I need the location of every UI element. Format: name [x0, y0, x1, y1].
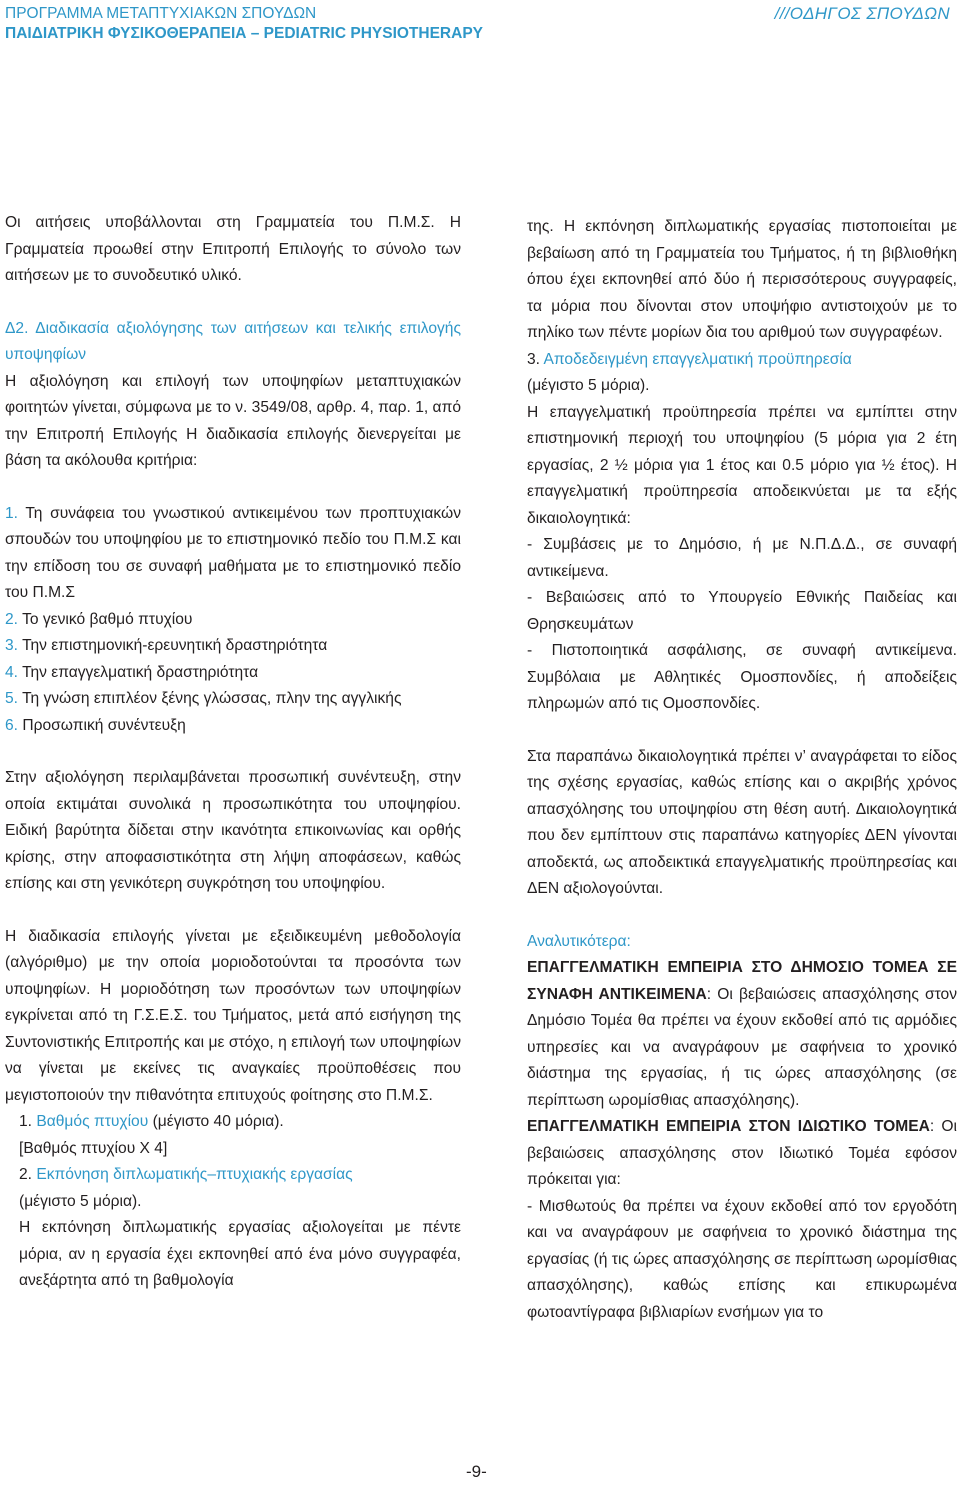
- public-sector-paragraph: [527, 955, 957, 1114]
- private-sector-text: : Οι βεβαιώσεις απασχόλησης στον Ιδιωτικό Τομέα εφόσον πρόκειται για:: [527, 1118, 957, 1188]
- thesis-continued-paragraph: της. Η εκπόνηση διπλωματικής εργασίας πιστοποιείται με βεβαίωση από τη Γραμματεία του Τμήματος, ή τη βιβλιοθήκη όπου έχει εκπονηθεί από δύο ή περισσότερους συγγραφείς, τα μόρια που δίνονται στον υποψήφιο αντιστοιχούν με το πηλίκο των πέντε μορίων δια του αριθμού των συγγραφέων.: [527, 218, 957, 341]
- public-sector-label: ΕΠΑΓΓΕΛΜΑΤΙΚΗ ΕΜΠΕΙΡΙΑ ΣΤΟ ΔΗΜΟΣΙΟ ΤΟΜΕΑ ΣΕ ΣΥΝΑΦΗ ΑΝΤΙΚΕΙΜΕΝΑ: [527, 959, 957, 1003]
- section-body: Η αξιολόγηση και επιλογή των υποψηφίων μεταπτυχιακών φοιτητών γίνεται, σύμφωνα με το ν. 3549/08, αρθρ. 4, παρ. 1, από την Επιτροπή Επιλογής Η διαδικασία επιλογής διενεργείται με βάση τα ακόλουθα κριτήρια:: [5, 372, 461, 469]
- scoring-number: 3.: [527, 350, 541, 368]
- criterion-1: [5, 501, 461, 607]
- criterion-number: 4.: [5, 663, 19, 681]
- criterion-number: 1.: [5, 504, 19, 522]
- criterion-number: 6.: [5, 716, 19, 734]
- scoring-text: (μέγιστο 40 μόρια).: [148, 1113, 284, 1130]
- intro-paragraph: Οι αιτήσεις υποβάλλονται στη Γραμματεία του Π.Μ.Σ. Η Γραμματεία προωθεί στην Επιτροπή Επιλογής το σύνολο των αιτήσεων με το συνοδευτικό υλικό.: [5, 214, 461, 284]
- document-item-1: - Συμβάσεις με το Δημόσιο, ή με Ν.Π.Δ.Δ., σε συναφή αντικείμενα.: [527, 536, 957, 580]
- criterion-number: 2.: [5, 610, 19, 628]
- program-title: ΠΡΟΓΡΑΜΜΑ ΜΕΤΑΠΤΥΧΙΑΚΩΝ ΣΠΟΥΔΩΝ: [5, 5, 317, 22]
- method-paragraph: Η διαδικασία επιλογής γίνεται με εξειδικευμένη μεθοδολογία (αλγόριθμο) με την οποία μοριοδοτούνται τα προσόντα των υποψηφίων. Η μοριοδότηση των προσόντων των υποψηφίων εγκρίνεται από τη Γ.Σ.Ε.Σ. του Τμήματος, μετά από εισήγηση της Συντονιστικής Επιτροπής και με στόχο, η επιλογή των υποψηφίων να γίνεται με εκείνες τις αναγκαίες προϋποθέσεις που μεγιστοποιούν την πιθανότητα επιτυχούς φοίτησης στο Π.Μ.Σ.: [5, 927, 461, 1104]
- header-program-block: [5, 4, 483, 44]
- private-sector-paragraph: [527, 1114, 957, 1194]
- scoring-item-2: [5, 1162, 461, 1189]
- criterion-5: [5, 686, 461, 713]
- left-column: [5, 210, 461, 1295]
- interview-paragraph: Στην αξιολόγηση περιλαμβάνεται προσωπική συνέντευξη, στην οποία εκτιμάται συνολικά η προσωπικότητα του υποψηφίου. Ειδική βαρύτητα δίδεται στην ικανότητα επικοινωνίας και ορθής κρίσης, στην αποφασιστικότητα στη λήψη αποφάσεων, καθώς επίσης και στη γενικότερη συγκρότηση του υποψηφίου.: [5, 769, 461, 892]
- criterion-text: Τη γνώση επιπλέον ξένης γλώσσας, πλην της αγγλικής: [18, 690, 402, 707]
- criterion-number: 5.: [5, 690, 19, 707]
- criterion-3: [5, 633, 461, 660]
- public-sector-text: : Οι βεβαιώσεις απασχόλησης στον Δημόσιο Τομέα θα πρέπει να έχουν εκδοθεί από τις αρμόδιες υπηρεσίες και να αναγράφουν με σαφήνεια το χρονικό διάστημα της εργασίας, ή τις ώρες απασχόλησης (σε περίπτωση ωρομίσθιας απασχόλησης).: [527, 985, 957, 1109]
- experience-paragraph: Η επαγγελματική προϋπηρεσία πρέπει να εμπίπτει στην επιστημονική περιοχή του υποψηφίου (5 μόρια για 2 έτη εργασίας, 2 ½ μόρια για 1 έτος και 0.5 μόριο για ½ έτος). Η επαγγελματική προϋπηρεσία αποδεικνύεται με τα εξής δικαιολογητικά:: [527, 403, 957, 527]
- study-guide-title: ///ΟΔΗΓΟΣ ΣΠΟΥΔΩΝ: [774, 4, 950, 23]
- scoring-text: (μέγιστο 5 μόρια).: [527, 377, 650, 394]
- thesis-paragraph: Η εκπόνηση διπλωματικής εργασίας αξιολογείται με πέντε μόρια, αν η εργασία έχει εκπονηθεί από ένα μόνο συγγραφέα, ανεξάρτητα από τη βαθμολογία: [19, 1219, 461, 1289]
- criterion-text: Το γενικό βαθμό πτυχίου: [18, 610, 193, 628]
- document-item-2: - Βεβαιώσεις από το Υπουργείο Εθνικής Παιδείας και Θρησκευμάτων: [527, 589, 957, 633]
- program-subtitle: ΠΑΙΔΙΑΤΡΙΚΗ ΦΥΣΙΚΟΘΕΡΑΠΕΙΑ – PEDIATRIC PHYSIOTHERAPY: [5, 25, 483, 42]
- scoring-label: Βαθμός πτυχίου: [32, 1113, 149, 1130]
- scoring-number: 1.: [19, 1113, 33, 1130]
- criterion-text: Τη συνάφεια του γνωστικού αντικειμένου των προπτυχιακών σπουδών του υποψηφίου με το επιστημονικό πεδίο του Π.Μ.Σ και την επίδοση του σε συναφή μαθήματα με το επιστημονικό πεδίο του Π.Μ.Σ: [5, 504, 461, 601]
- right-column: [527, 214, 957, 1326]
- private-sector-label: ΕΠΑΓΓΕΛΜΑΤΙΚΗ ΕΜΠΕΙΡΙΑ ΣΤΟΝ ΙΔΙΩΤΙΚΟ ΤΟΜΕΑ: [527, 1118, 930, 1135]
- scoring-text: (μέγιστο 5 μόρια).: [19, 1192, 142, 1210]
- documents-note: Στα παραπάνω δικαιολογητικά πρέπει ν’ αναγράφεται το είδος της σχέσης εργασίας, καθώς επίσης και ο ακριβής χρόνος απασχόλησης του υποψηφίου στη θέση αυτή. Δικαιολογητικά που δεν εμπίπτουν στις παραπάνω κατηγορίες ΔΕΝ γίνονται αποδεκτά, ως αποδεικτικά επαγγελματικής προϋπηρεσίας και ΔΕΝ αξιολογούνται.: [527, 747, 957, 897]
- criterion-number: 3.: [5, 637, 19, 654]
- private-sector-item: - Μισθωτούς θα πρέπει να έχουν εκδοθεί από τον εργοδότη και να αναγράφουν με σαφήνεια το χρονικό διάστημα της εργασίας (ή τις ώρες απασχόλησης σε περίπτωση ωρομίσθιας απασχόλησης), καθώς επίσης και επικυρωμένα φωτοαντίγραφα βιβλιαρίων ενσήμων για το: [527, 1197, 957, 1321]
- criterion-text: Την επαγγελματική δραστηριότητα: [18, 663, 259, 681]
- page-header: [0, 0, 960, 50]
- scoring-label: Αποδεδειγμένη επαγγελματική προϋπηρεσία: [540, 350, 852, 368]
- scoring-item-3: [527, 347, 957, 374]
- scoring-item-1: [5, 1109, 461, 1136]
- document-item-3: - Πιστοποιητικά ασφάλισης, σε συναφή αντικείμενα. Συμβόλαια με Αθλητικές Ομοσπονδίες, ή αποδείξεις πληρωμών από τις Ομοσπονδίες.: [527, 642, 957, 712]
- criterion-6: [5, 713, 461, 740]
- section-title: Δ2. Διαδικασία αξιολόγησης των αιτήσεων και τελικής επιλογής υποψηφίων: [5, 319, 461, 363]
- criterion-text: Την επιστημονική-ερευνητική δραστηριότητα: [18, 637, 328, 654]
- page-number: -9-: [466, 1462, 487, 1481]
- detail-heading: Αναλυτικότερα:: [527, 932, 631, 950]
- criterion-4: [5, 660, 461, 687]
- scoring-formula: [Βαθμός πτυχίου Χ 4]: [19, 1139, 168, 1157]
- criterion-2: [5, 607, 461, 634]
- scoring-number: 2.: [19, 1166, 33, 1183]
- scoring-label: Εκπόνηση διπλωματικής–πτυχιακής εργασίας: [32, 1166, 353, 1183]
- criterion-text: Προσωπική συνέντευξη: [18, 716, 186, 734]
